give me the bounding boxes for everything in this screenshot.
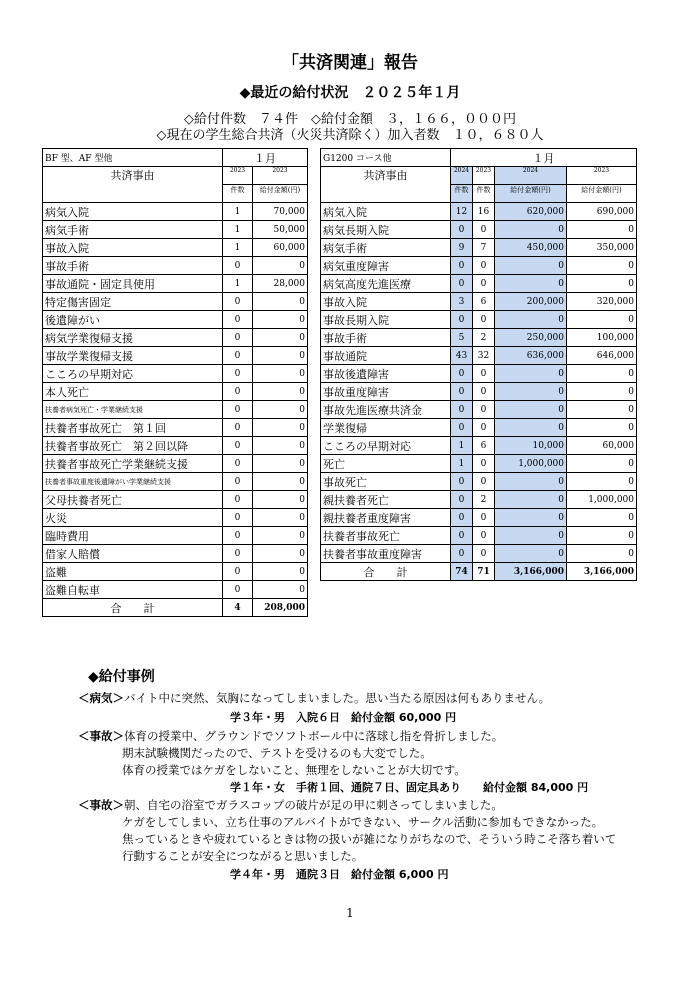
row-amount-2023: 690,000 xyxy=(567,203,637,221)
row-amount: 0 xyxy=(253,347,308,365)
row-count-2024: 0 xyxy=(451,545,473,563)
row-label: 事故後遺障害 xyxy=(321,365,451,383)
row-amount-2023: 0 xyxy=(567,221,637,239)
row-label: 借家人賠償 xyxy=(43,545,223,563)
row-count: 1 xyxy=(223,221,253,239)
row-label: 病気入院 xyxy=(321,203,451,221)
row-amount-2024: 0 xyxy=(495,275,567,293)
page-number: 1 xyxy=(346,906,354,920)
row-amount-2024: 0 xyxy=(495,419,567,437)
table-row xyxy=(43,293,308,311)
row-amount: 0 xyxy=(253,311,308,329)
total-amount-2023: 3,166,000 xyxy=(567,563,637,581)
row-amount: 0 xyxy=(253,509,308,527)
row-count-2023: 16 xyxy=(473,203,495,221)
table-row xyxy=(43,239,308,257)
right-amount-header-2023: 給付金額(円) xyxy=(567,185,637,203)
right-year-2023-amount: 2023 xyxy=(567,167,637,185)
table-row xyxy=(321,545,637,563)
row-amount: 0 xyxy=(253,527,308,545)
summary-line-2: ◇現在の学生総合共済（火災共済除く）加入者数 １０，６８０人 xyxy=(156,128,544,143)
table-row xyxy=(43,401,308,419)
row-count-2024: 0 xyxy=(451,419,473,437)
row-count-2024: 9 xyxy=(451,239,473,257)
total-label: 合 計 xyxy=(43,599,223,617)
table-row xyxy=(321,329,637,347)
row-amount-2023: 0 xyxy=(567,545,637,563)
case-2-label: ＜事故＞ xyxy=(78,729,124,743)
row-amount-2023: 0 xyxy=(567,455,637,473)
row-count-2023: 32 xyxy=(473,347,495,365)
table-row xyxy=(43,257,308,275)
row-label: 扶養者事故重度後遺障がい学業継続支援 xyxy=(43,473,223,491)
row-label: 病気重度障害 xyxy=(321,257,451,275)
table-row xyxy=(321,293,637,311)
row-amount: 0 xyxy=(253,491,308,509)
row-amount: 0 xyxy=(253,293,308,311)
total-label: 合 計 xyxy=(321,563,451,581)
total-count-2023: 71 xyxy=(473,563,495,581)
row-amount-2023: 320,000 xyxy=(567,293,637,311)
row-count-2024: 0 xyxy=(451,491,473,509)
row-count-2024: 0 xyxy=(451,221,473,239)
left-benefit-table xyxy=(42,148,308,617)
summary-line-1: ◇給付件数 ７４件 ◇給付金額 ３，１６６，０００円 xyxy=(184,112,516,127)
row-label: 死亡 xyxy=(321,455,451,473)
row-label: こころの早期対応 xyxy=(43,365,223,383)
row-amount-2023: 0 xyxy=(567,527,637,545)
table-row xyxy=(321,383,637,401)
case-2-line-1: 体育の授業中、グラウンドでソフトボール中に落球し指を骨折しました。 xyxy=(124,729,504,743)
row-count-2023: 0 xyxy=(473,365,495,383)
table-row xyxy=(321,437,637,455)
row-amount-2023: 0 xyxy=(567,401,637,419)
case-2 xyxy=(78,728,688,744)
row-amount-2024: 200,000 xyxy=(495,293,567,311)
table-row xyxy=(43,203,308,221)
row-count-2024: 12 xyxy=(451,203,473,221)
row-label: 扶養者病気死亡・学業継続支援 xyxy=(43,401,223,419)
left-month-label: １月 xyxy=(223,149,308,167)
row-count-2024: 1 xyxy=(451,455,473,473)
table-row xyxy=(321,473,637,491)
row-amount-2023: 0 xyxy=(567,383,637,401)
row-amount: 50,000 xyxy=(253,221,308,239)
right-count-header-2024: 件数 xyxy=(451,185,473,203)
row-amount-2023: 0 xyxy=(567,473,637,491)
row-label: 事故通院 xyxy=(321,347,451,365)
case-3-summary: 学４年・男 通院３日 給付金額 6,000 円 xyxy=(230,868,449,881)
case-3-line-1: 朝、自宅の浴室でガラスコップの破片が足の甲に刺さってしまいました。 xyxy=(124,798,503,812)
row-amount-2023: 0 xyxy=(567,257,637,275)
table-row xyxy=(321,491,637,509)
row-amount: 0 xyxy=(253,455,308,473)
table-row xyxy=(43,365,308,383)
row-label: 親扶養者重度障害 xyxy=(321,509,451,527)
total-count-2024: 74 xyxy=(451,563,473,581)
table-row xyxy=(43,221,308,239)
row-count: 0 xyxy=(223,347,253,365)
case-2-line-2: 期末試験機関だったので、テストを受けるのも大変でした。 xyxy=(122,746,432,760)
left-amount-header: 給付金額(円) xyxy=(253,185,308,203)
table-row xyxy=(321,401,637,419)
row-amount-2024: 0 xyxy=(495,545,567,563)
row-count-2024: 0 xyxy=(451,509,473,527)
row-count: 0 xyxy=(223,437,253,455)
total-count: 4 xyxy=(223,599,253,617)
row-count: 0 xyxy=(223,581,253,599)
table-row xyxy=(321,419,637,437)
row-count-2023: 0 xyxy=(473,527,495,545)
row-count-2024: 3 xyxy=(451,293,473,311)
row-label: 病気高度先進医療 xyxy=(321,275,451,293)
row-count: 0 xyxy=(223,365,253,383)
row-label: 病気手術 xyxy=(321,239,451,257)
row-count-2024: 0 xyxy=(451,473,473,491)
left-year-amount: 2023 xyxy=(253,167,308,185)
right-month-label: １月 xyxy=(451,149,637,167)
row-amount: 0 xyxy=(253,581,308,599)
row-label: 事故重度障害 xyxy=(321,383,451,401)
row-count-2023: 0 xyxy=(473,419,495,437)
row-label: 扶養者事故死亡 xyxy=(321,527,451,545)
row-count-2023: 7 xyxy=(473,239,495,257)
row-label: 学業復帰 xyxy=(321,419,451,437)
case-3-line-4: 行動することが安全につながると思いました。 xyxy=(122,849,364,863)
row-amount-2024: 636,000 xyxy=(495,347,567,365)
row-count-2023: 0 xyxy=(473,221,495,239)
left-year-count: 2023 xyxy=(223,167,253,185)
row-amount-2023: 350,000 xyxy=(567,239,637,257)
row-label: 事故入院 xyxy=(43,239,223,257)
row-count-2023: 0 xyxy=(473,545,495,563)
table-row xyxy=(43,437,308,455)
row-count-2023: 0 xyxy=(473,401,495,419)
row-label: 事故通院・固定具使用 xyxy=(43,275,223,293)
row-count-2024: 0 xyxy=(451,527,473,545)
row-count-2024: 43 xyxy=(451,347,473,365)
table-row xyxy=(43,383,308,401)
total-amount: 208,000 xyxy=(253,599,308,617)
row-count: 0 xyxy=(223,293,253,311)
row-label: 盗難自転車 xyxy=(43,581,223,599)
table-row xyxy=(321,275,637,293)
row-label: 父母扶養者死亡 xyxy=(43,491,223,509)
row-amount-2024: 450,000 xyxy=(495,239,567,257)
row-amount-2024: 0 xyxy=(495,401,567,419)
table-row xyxy=(43,509,308,527)
row-count-2024: 0 xyxy=(451,383,473,401)
row-label: 病気長期入院 xyxy=(321,221,451,239)
row-amount-2023: 60,000 xyxy=(567,437,637,455)
table-row xyxy=(321,527,637,545)
right-year-2024-count: 2024 xyxy=(451,167,473,185)
case-1-label: ＜病気＞ xyxy=(78,691,124,705)
right-year-2023-count: 2023 xyxy=(473,167,495,185)
row-label: 親扶養者死亡 xyxy=(321,491,451,509)
total-row xyxy=(43,599,308,617)
case-3-line-2: ケガをしてしまい、立ち仕事のアルバイトができない、サークル活動に参加もできなかった。 xyxy=(122,815,604,829)
table-row xyxy=(321,221,637,239)
row-amount-2023: 0 xyxy=(567,311,637,329)
case-2-summary: 学１年・女 手術１回、通院７日、固定具あり 給付金額 84,000 円 xyxy=(230,781,589,794)
row-count-2023: 0 xyxy=(473,455,495,473)
row-count: 0 xyxy=(223,419,253,437)
row-amount: 0 xyxy=(253,401,308,419)
table-row xyxy=(43,473,308,491)
case-1-line-1: バイト中に突然、気胸になってしまいました。思い当たる原因は何もありません。 xyxy=(124,691,551,705)
table-row xyxy=(321,203,637,221)
table-row xyxy=(43,491,308,509)
table-row xyxy=(43,311,308,329)
cases-heading: ◆給付事例 xyxy=(88,669,155,685)
row-amount: 0 xyxy=(253,329,308,347)
row-count-2023: 0 xyxy=(473,257,495,275)
row-amount-2023: 0 xyxy=(567,419,637,437)
row-amount: 0 xyxy=(253,473,308,491)
row-amount-2023: 646,000 xyxy=(567,347,637,365)
row-amount-2024: 0 xyxy=(495,311,567,329)
row-label: 扶養者事故死亡 第２回以降 xyxy=(43,437,223,455)
row-amount: 70,000 xyxy=(253,203,308,221)
table-row xyxy=(321,239,637,257)
table-row xyxy=(43,329,308,347)
row-count: 0 xyxy=(223,491,253,509)
row-count: 1 xyxy=(223,203,253,221)
row-count-2024: 0 xyxy=(451,401,473,419)
row-amount-2024: 1,000,000 xyxy=(495,455,567,473)
row-amount-2023: 1,000,000 xyxy=(567,491,637,509)
row-amount: 0 xyxy=(253,545,308,563)
row-label: 本人死亡 xyxy=(43,383,223,401)
row-amount-2024: 0 xyxy=(495,527,567,545)
row-count: 0 xyxy=(223,383,253,401)
row-amount-2023: 100,000 xyxy=(567,329,637,347)
row-label: 事故長期入院 xyxy=(321,311,451,329)
row-amount: 0 xyxy=(253,563,308,581)
row-count-2023: 6 xyxy=(473,293,495,311)
row-amount: 0 xyxy=(253,419,308,437)
row-label: こころの早期対応 xyxy=(321,437,451,455)
row-label: 病気手術 xyxy=(43,221,223,239)
row-label: 事故先進医療共済金 xyxy=(321,401,451,419)
row-count-2024: 5 xyxy=(451,329,473,347)
row-count-2023: 2 xyxy=(473,491,495,509)
row-amount: 60,000 xyxy=(253,239,308,257)
row-amount-2024: 10,000 xyxy=(495,437,567,455)
row-amount-2024: 620,000 xyxy=(495,203,567,221)
case-2-line-3: 体育の授業ではケガをしないこと、無理をしないことが大切です。 xyxy=(122,763,466,777)
row-label: 後遺障がい xyxy=(43,311,223,329)
table-row xyxy=(321,257,637,275)
page-title: 「共済関連」報告 xyxy=(282,53,418,73)
row-count: 0 xyxy=(223,257,253,275)
row-count-2024: 0 xyxy=(451,257,473,275)
table-row xyxy=(321,455,637,473)
table-row xyxy=(43,563,308,581)
row-count: 0 xyxy=(223,329,253,347)
row-count: 1 xyxy=(223,275,253,293)
right-benefit-table xyxy=(320,148,637,581)
right-plan-label: G1200 コース他 xyxy=(321,149,451,167)
row-amount-2024: 0 xyxy=(495,365,567,383)
row-amount-2024: 250,000 xyxy=(495,329,567,347)
row-amount-2024: 0 xyxy=(495,473,567,491)
table-row xyxy=(321,311,637,329)
row-amount-2024: 0 xyxy=(495,221,567,239)
row-count-2023: 0 xyxy=(473,509,495,527)
table-row xyxy=(43,275,308,293)
row-count-2023: 0 xyxy=(473,473,495,491)
case-3-label: ＜事故＞ xyxy=(78,798,124,812)
right-count-header-2023: 件数 xyxy=(473,185,495,203)
table-row xyxy=(43,545,308,563)
case-3 xyxy=(78,797,688,813)
row-amount-2024: 0 xyxy=(495,509,567,527)
row-label: 事故手術 xyxy=(321,329,451,347)
row-amount: 0 xyxy=(253,365,308,383)
row-count-2023: 2 xyxy=(473,329,495,347)
row-amount-2024: 0 xyxy=(495,383,567,401)
row-count: 0 xyxy=(223,455,253,473)
left-event-header: 共済事由 xyxy=(43,167,223,203)
table-row xyxy=(43,419,308,437)
left-plan-label: BF 型、AF 型他 xyxy=(43,149,223,167)
table-row xyxy=(321,365,637,383)
row-label: 臨時費用 xyxy=(43,527,223,545)
row-label: 扶養者事故重度障害 xyxy=(321,545,451,563)
row-count: 0 xyxy=(223,563,253,581)
row-label: 事故学業復帰支援 xyxy=(43,347,223,365)
row-amount: 0 xyxy=(253,383,308,401)
left-count-header: 件数 xyxy=(223,185,253,203)
row-count: 0 xyxy=(223,545,253,563)
table-row xyxy=(321,347,637,365)
row-label: 病気入院 xyxy=(43,203,223,221)
row-count-2023: 0 xyxy=(473,275,495,293)
table-row xyxy=(43,455,308,473)
row-amount-2023: 0 xyxy=(567,509,637,527)
row-amount: 28,000 xyxy=(253,275,308,293)
row-amount: 0 xyxy=(253,257,308,275)
table-row xyxy=(43,347,308,365)
table-row xyxy=(43,581,308,599)
row-count-2023: 6 xyxy=(473,437,495,455)
section-subtitle: ◆最近の給付状況 ２０２５年１月 xyxy=(239,85,461,101)
row-count-2023: 0 xyxy=(473,311,495,329)
row-count-2024: 0 xyxy=(451,275,473,293)
row-label: 事故入院 xyxy=(321,293,451,311)
right-event-header: 共済事由 xyxy=(321,167,451,203)
case-1-summary: 学３年・男 入院６日 給付金額 60,000 円 xyxy=(230,711,457,724)
total-row xyxy=(321,563,637,581)
row-label: 火災 xyxy=(43,509,223,527)
case-1 xyxy=(78,690,678,706)
right-amount-header-2024: 給付金額(円) xyxy=(495,185,567,203)
row-count: 1 xyxy=(223,239,253,257)
row-amount-2023: 0 xyxy=(567,275,637,293)
row-amount-2024: 0 xyxy=(495,491,567,509)
row-count-2023: 0 xyxy=(473,383,495,401)
row-amount: 0 xyxy=(253,437,308,455)
row-count: 0 xyxy=(223,473,253,491)
row-count: 0 xyxy=(223,527,253,545)
row-label: 事故手術 xyxy=(43,257,223,275)
case-3-line-3: 焦っているときや疲れているときは物の扱いが雑になりがちなので、そういう時こそ落ち着いて xyxy=(122,832,617,846)
row-count-2024: 0 xyxy=(451,311,473,329)
row-label: 事故死亡 xyxy=(321,473,451,491)
table-row xyxy=(321,509,637,527)
row-count: 0 xyxy=(223,311,253,329)
row-count: 0 xyxy=(223,509,253,527)
row-label: 特定傷害固定 xyxy=(43,293,223,311)
right-year-2024-amount: 2024 xyxy=(495,167,567,185)
row-label: 扶養者事故死亡 第１回 xyxy=(43,419,223,437)
table-row xyxy=(43,527,308,545)
row-amount-2023: 0 xyxy=(567,365,637,383)
row-label: 病気学業復帰支援 xyxy=(43,329,223,347)
row-amount-2024: 0 xyxy=(495,257,567,275)
row-count: 0 xyxy=(223,401,253,419)
row-count-2024: 1 xyxy=(451,437,473,455)
row-label: 扶養者事故死亡学業継続支援 xyxy=(43,455,223,473)
total-amount-2024: 3,166,000 xyxy=(495,563,567,581)
row-label: 盗難 xyxy=(43,563,223,581)
row-count-2024: 0 xyxy=(451,365,473,383)
